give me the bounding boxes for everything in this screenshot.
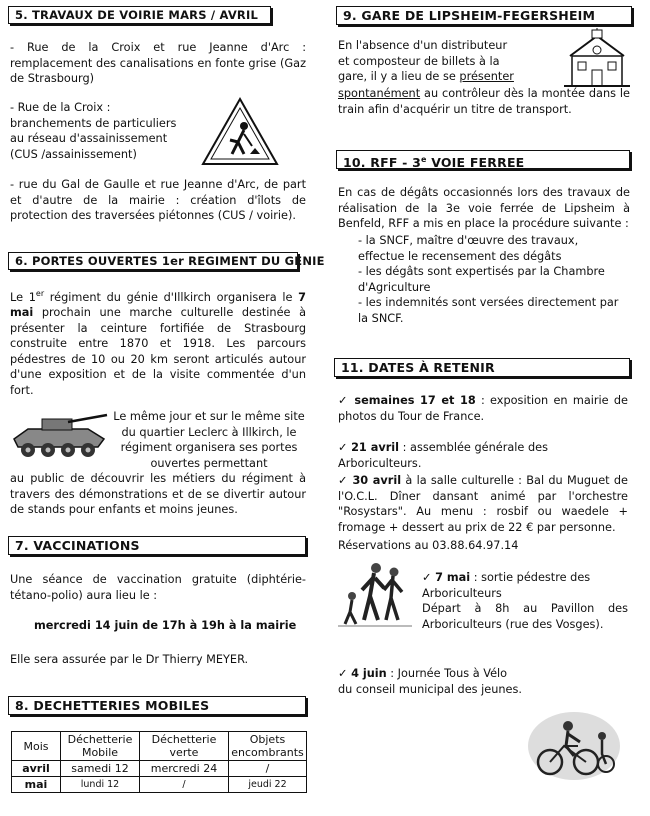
s6-paragraph-1: Le 1er régiment du génie d'Illkirch organisera le 7 mai prochain une marche culturelle destinée à présenter la ceinture fortifiée de Strasbourg construite entre 1870 et 1918. Les parcours pédestres de 10 ou 20 km seront articulés autour d'une exposition et de la visite commentée d'un fort. xyxy=(10,289,306,397)
table-cell: jeudi 22 xyxy=(229,777,307,793)
cyclists-icon xyxy=(526,706,622,782)
s5-paragraph-2: - Rue de la Croix : branchements de particuliers au réseau d'assainissement (CUS /assainissement) xyxy=(10,101,177,161)
section-5-title: 5. TRAVAUX DE VOIRIE MARS / AVRIL xyxy=(8,6,271,24)
s11-date-3: ✓ 30 avril à la salle culturelle : Bal du Muguet de l'O.C.L. Dîner dansant animé par l'orchestre "Rosystars". Au menu : rosbif ou waedele + fromage + dessert au prix de 22 € par personne. xyxy=(338,474,628,534)
s11-date-4: ✓ 7 mai : sortie pédestre des Arboriculteurs xyxy=(422,571,591,600)
s11-date-2: ✓ 21 avril : assemblée générale des Arboriculteurs. xyxy=(338,441,548,470)
table-cell: avril xyxy=(12,761,61,777)
s10-paragraph-1: En cas de dégâts occasionnés lors des travaux de réalisation de la 3e voie ferrée de Lipsheim à Benfeld, RFF a mis en place la procédure suivante : xyxy=(338,186,630,230)
table-cell: / xyxy=(229,761,307,777)
s7-paragraph-2: Elle sera assurée par le Dr Thierry MEYER. xyxy=(10,653,249,666)
s10-bullet-2: - les dégâts sont expertisés par la Chambre d'Agriculture xyxy=(358,265,605,294)
table-cell: samedi 12 xyxy=(61,761,140,777)
s5-paragraph-3: - rue du Gal de Gaulle et rue Jeanne d'Arc, de part et d'autre de la mairie : création d'îlots de protection des traversées piétonnes (CUS / voirie). xyxy=(10,178,306,222)
s11-reservations: Réservations au 03.88.64.97.14 xyxy=(338,539,519,552)
table-row xyxy=(12,761,307,777)
s6-paragraph-2-top: Le même jour et sur le même site du quartier Leclerc à Illkirch, le régiment organisera ses portes ouvertes permettant xyxy=(113,410,305,470)
s9-paragraph-1: En l'absence d'un distributeur et composteur de billets à la gare, il y a lieu de se présenter xyxy=(338,39,514,83)
s11-date-5: ✓ 4 juin : Journée Tous à Vélo xyxy=(338,667,508,680)
section-11-title: 11. DATES À RETENIR xyxy=(334,358,630,377)
s10-bullet-1: - la SNCF, maître d'œuvre des travaux, effectue le recensement des dégâts xyxy=(358,234,579,263)
s9-link-spontanement: spontanément xyxy=(338,87,421,100)
s6-paragraph-2-bottom: au public de découvrir les métiers du régiment à travers des démonstrations et de se divertir autour de stands pour enfants et moins jeunes. xyxy=(10,472,306,516)
section-7-title: 7. VACCINATIONS xyxy=(8,536,306,555)
s9-paragraph-2: spontanément au contrôleur dès la montée dans le train afin d'acquérir un titre de transport. xyxy=(338,87,630,116)
s11-date-5-detail: du conseil municipal des jeunes. xyxy=(338,683,522,696)
table-row xyxy=(12,777,307,793)
table-header-row xyxy=(12,732,307,761)
s5-paragraph-1: - Rue de la Croix et rue Jeanne d'Arc : remplacement des canalisations en fonte grise (Gaz de Strasbourg) xyxy=(10,41,306,85)
table-header: Déchetterie Mobile xyxy=(61,732,140,761)
table-header: Mois xyxy=(12,732,61,761)
s11-date-1: ✓ semaines 17 et 18 : exposition en mairie de photos du Tour de France. xyxy=(338,394,628,423)
roadworks-sign-icon xyxy=(200,96,280,168)
s11-date-4-detail: Départ à 8h au Pavillon des Arboriculteurs (rue des Vosges). xyxy=(422,602,628,631)
table-cell: / xyxy=(140,777,229,793)
s7-date: mercredi 14 juin de 17h à 19h à la mairie xyxy=(34,619,297,632)
s7-paragraph-1: Une séance de vaccination gratuite (diphtérie-tétano-polio) aura lieu le : xyxy=(10,573,306,602)
table-cell: mai xyxy=(12,777,61,793)
s9-link-presenter: présenter xyxy=(459,70,514,83)
station-building-icon xyxy=(562,28,632,92)
table-header: Déchetterie verte xyxy=(140,732,229,761)
dechetteries-table xyxy=(11,731,307,793)
table-cell: mercredi 24 xyxy=(140,761,229,777)
s10-bullet-3: - les indemnités sont versées directement par la SNCF. xyxy=(358,296,619,325)
table-cell: lundi 12 xyxy=(61,777,140,793)
section-10-title: 10. RFF - 3e VOIE FERREE xyxy=(336,150,630,169)
table-header: Objets encombrants xyxy=(229,732,307,761)
section-9-title: 9. GARE DE LIPSHEIM-FEGERSHEIM xyxy=(336,6,632,25)
section-6-title: 6. PORTES OUVERTES 1er REGIMENT DU GENIE xyxy=(8,252,298,270)
hikers-icon xyxy=(336,560,414,628)
section-8-title: 8. DECHETTERIES MOBILES xyxy=(8,696,306,715)
armored-vehicle-icon xyxy=(8,405,110,460)
